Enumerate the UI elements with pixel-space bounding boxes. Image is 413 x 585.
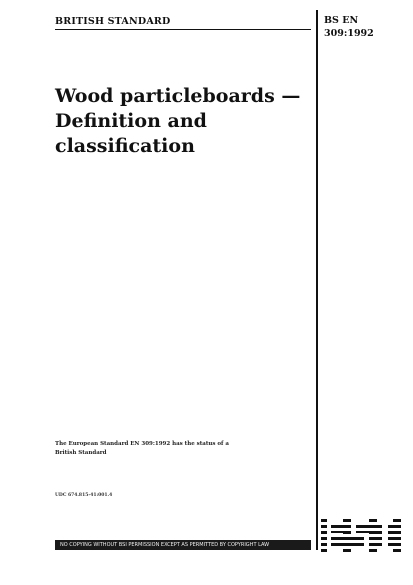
- status-note-line-2: British Standard: [55, 450, 107, 456]
- standard-designation: [324, 14, 374, 40]
- publication-type-label: BRITISH STANDARD: [55, 16, 171, 27]
- document-title: [55, 84, 310, 159]
- bsi-logo-icon: [321, 517, 401, 557]
- designation-line-2: 309:1992: [324, 28, 374, 39]
- vertical-divider: [316, 10, 318, 550]
- udc-code: UDC 674.815-41:001.4: [55, 493, 113, 498]
- status-note-line-1: The European Standard EN 309:1992 has the status of a: [55, 441, 229, 447]
- header-rule: [55, 29, 311, 30]
- designation-line-1: BS EN: [324, 15, 359, 26]
- copyright-notice: NO COPYING WITHOUT BSI PERMISSION EXCEPT AS PERMITTED BY COPYRIGHT LAW: [60, 542, 270, 548]
- title-line-2: Definition and: [55, 110, 207, 132]
- title-line-1: Wood particleboards —: [55, 85, 301, 107]
- title-line-3: classification: [55, 135, 195, 157]
- status-note: [55, 440, 275, 458]
